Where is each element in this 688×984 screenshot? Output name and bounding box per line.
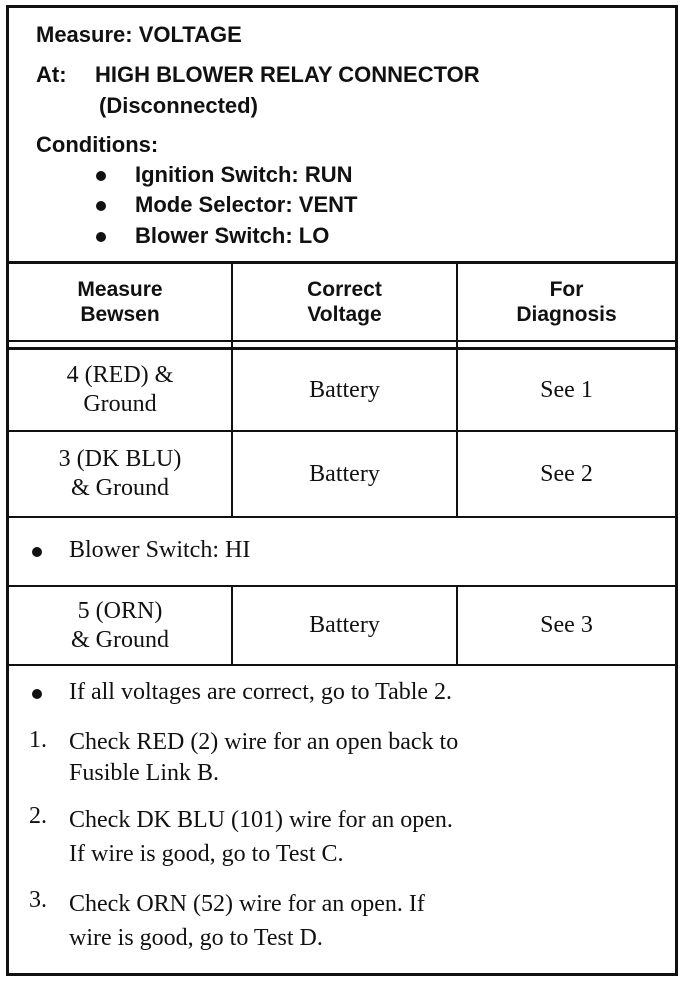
table-row-diagnosis: See 3 (540, 612, 593, 639)
condition-bullet (32, 547, 42, 557)
column-header-voltage: Correct Voltage (307, 277, 382, 326)
table-row-diagnosis: See 1 (540, 376, 593, 403)
column-header-diagnosis: For Diagnosis (516, 277, 617, 326)
condition-bullet (96, 201, 106, 211)
at-line-1: HIGH BLOWER RELAY CONNECTOR (95, 62, 480, 87)
rule (9, 516, 675, 518)
table-row-measure: 3 (DK BLU) & Ground (58, 446, 182, 501)
table-row-voltage: Battery (309, 460, 380, 487)
column-header-measure: Measure Bewsen (77, 277, 163, 326)
note-number: 1. (29, 727, 47, 753)
condition-item: Ignition Switch: RUN (135, 162, 353, 187)
at-line-2: (Disconnected) (99, 93, 258, 118)
note-bullet (32, 689, 42, 699)
diagnostic-table-frame (6, 5, 678, 976)
condition-item: Mode Selector: VENT (135, 192, 358, 217)
mid-condition: Blower Switch: HI (69, 537, 251, 563)
table-row-measure: 5 (ORN) & Ground (71, 597, 169, 653)
note-text: If all voltages are correct, go to Table 2. (69, 679, 453, 705)
measure-value: VOLTAGE (138, 22, 242, 47)
measure-line (36, 22, 242, 48)
table-row-diagnosis: See 2 (540, 460, 593, 487)
condition-bullet (96, 171, 106, 181)
measure-label: Measure: (36, 22, 133, 47)
note-item: Check ORN (52) wire for an open. If wire is good, go to Test D. (69, 891, 425, 951)
table-row-measure: 4 (RED) & Ground (66, 362, 174, 417)
note-number: 2. (29, 803, 47, 829)
conditions-label: Conditions: (36, 132, 159, 157)
rule (9, 340, 675, 342)
condition-bullet (96, 232, 106, 242)
rule (9, 664, 675, 666)
condition-item: Blower Switch: LO (135, 223, 330, 248)
note-item: Check DK BLU (101) wire for an open. If wire is good, go to Test C. (69, 807, 453, 867)
table-row-voltage: Battery (309, 612, 380, 639)
note-item: Check RED (2) wire for an open back to Fusible Link B. (69, 729, 459, 786)
at-label: At: (36, 62, 67, 87)
table-row-voltage: Battery (309, 376, 380, 403)
note-number: 3. (29, 887, 47, 913)
